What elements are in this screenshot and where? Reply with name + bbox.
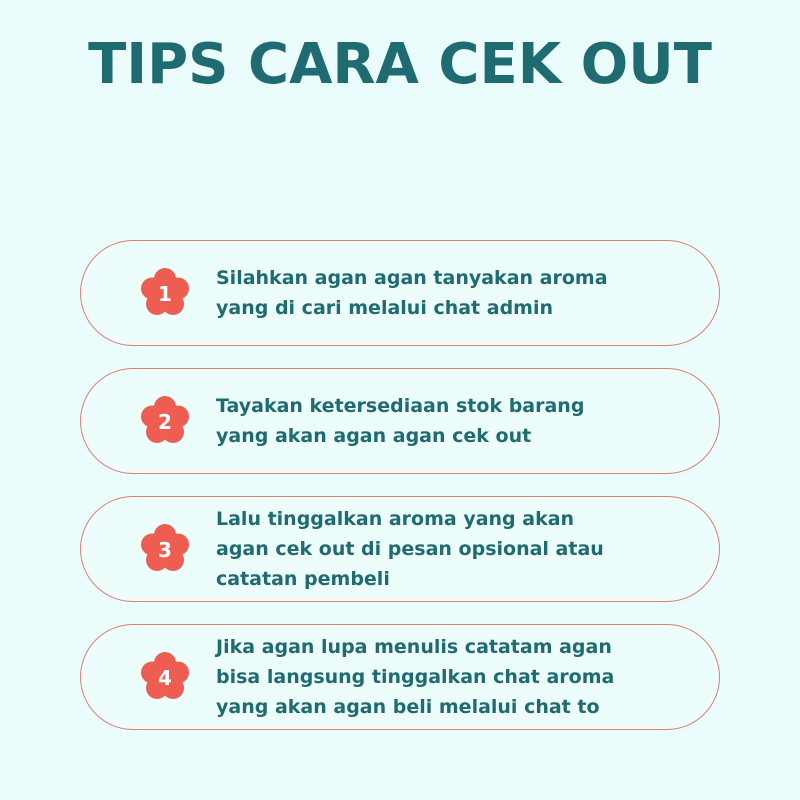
step-text-line: bisa langsung tinggalkan chat aroma <box>216 666 615 688</box>
step-number: 3 <box>158 538 172 562</box>
step-text-line: agan cek out di pesan opsional atau <box>216 538 604 560</box>
step-number: 4 <box>158 666 172 690</box>
page-title: TIPS CARA CEK OUT <box>88 32 712 97</box>
flower-badge-icon <box>138 651 192 705</box>
step-number: 1 <box>158 282 172 306</box>
step-text-line: Tayakan ketersediaan stok barang <box>216 395 585 417</box>
flower-badge-icon <box>138 523 192 577</box>
step-text-line: yang di cari melalui chat admin <box>216 297 554 319</box>
step-number: 2 <box>158 410 172 434</box>
step-text-line: yang akan agan agan cek out <box>216 425 532 447</box>
flower-badge-icon <box>138 267 192 321</box>
step-text <box>216 391 679 451</box>
step-text <box>216 632 679 722</box>
step-text-line: catatan pembeli <box>216 568 390 590</box>
step-text-line: yang akan agan beli melalui chat to <box>216 696 600 718</box>
step-text-line: Lalu tinggalkan aroma yang akan <box>216 508 575 530</box>
step-text <box>216 263 679 323</box>
step-card-3 <box>80 496 720 602</box>
flower-badge-icon <box>138 395 192 449</box>
step-text-line: Jika agan lupa menulis catatam agan <box>216 636 612 658</box>
step-text-line: Silahkan agan agan tanyakan aroma <box>216 267 608 289</box>
step-card-1 <box>80 240 720 346</box>
step-text <box>216 504 679 594</box>
step-card-4 <box>80 624 720 730</box>
steps-list <box>80 240 720 752</box>
step-card-2 <box>80 368 720 474</box>
